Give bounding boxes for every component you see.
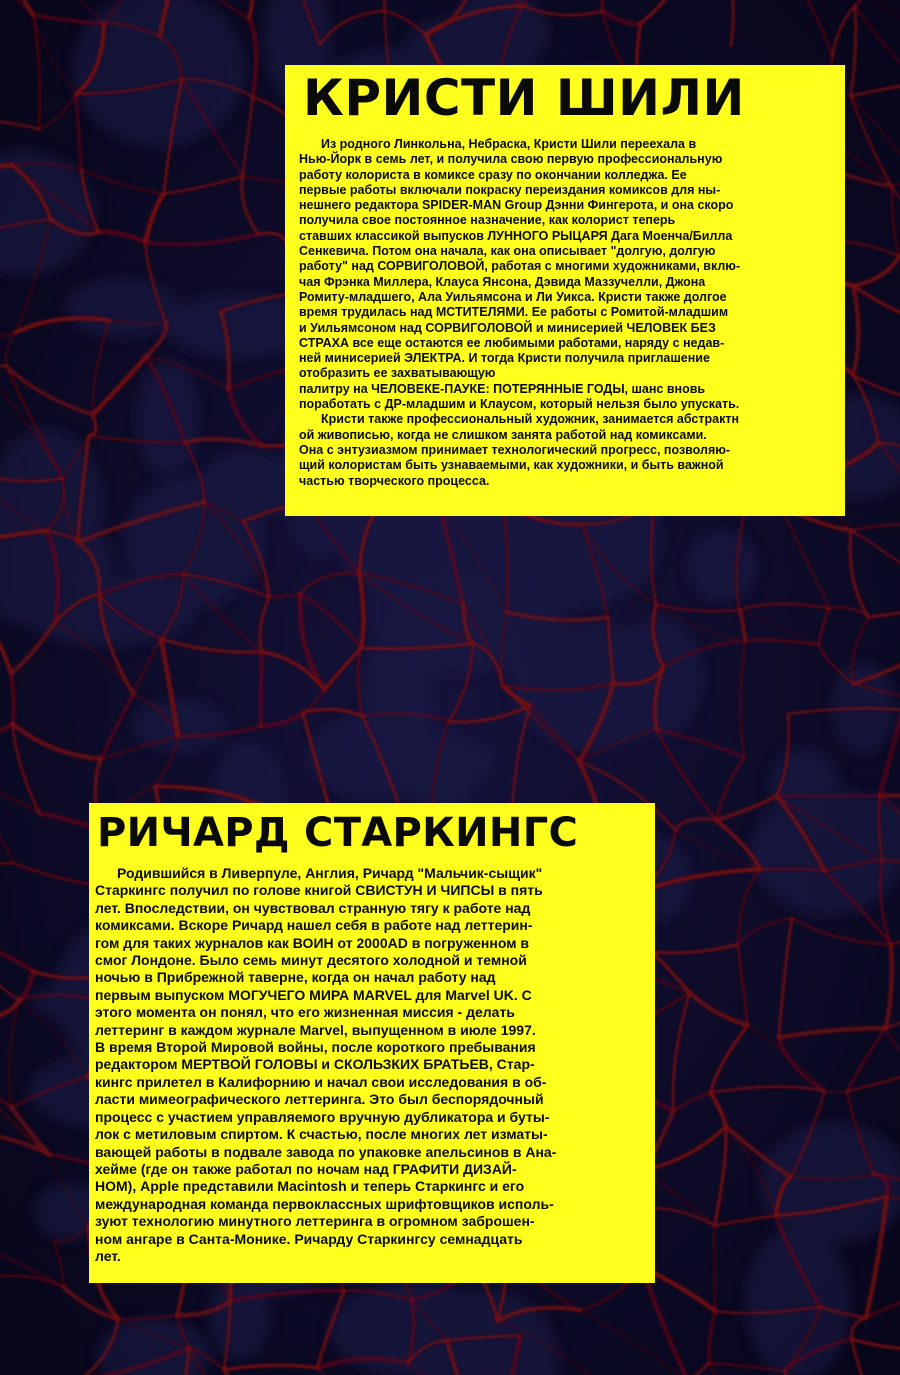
- marble-cell: [327, 730, 495, 792]
- bio-panel-christie-scheele: [285, 65, 845, 516]
- bio-heading: КРИСТИ ШИЛИ: [303, 69, 745, 127]
- bio-paragraph: Из родного Линкольна, Небраска, Кристи Шили переехала в Нью-Йорк в семь лет, и получила свою первую профессиональную работу колориста в комиксе сразу по окончании колледжа. Ее первые работы включали покраску переиздания комиксов для ны- нешнего редактора SPIDER-MAN Group Дэнни Фингерота, и она скоро получила свое постоянное назначение, как колорист теперь ставших классикой выпусков ЛУННОГО РЫЦАРЯ Дага Моенча/Билла Сенкевича. Потом она начала, как она описывает "долгую, долгую работу" над СОРВИГОЛОВОЙ, работая с многими художниками, вклю- чая Фрэнка Миллера, Клауса Янсона, Дэвида Маззучелли, Джона Ромиту-младшего, Ала Уильямсона и Ли Уикса. Кристи также долгое время трудилась над МСТИТЕЛЯМИ. Ее работы с Ромитой-младшим и Уильямсоном над СОРВИГОЛОВОЙ и минисерией ЧЕЛОВЕК БЕЗ СТРАХА все еще остаются ее любимыми работами, наряду с недав- ней минисерией ЭЛЕКТРА. И тогда Кристи получила приглашение отобразить ее захватывающую палитру на ЧЕЛОВЕКЕ-ПАУКЕ: ПОТЕРЯННЫЕ ГОДЫ, шанс вновь поработать с ДР-младшим и Клаусом, который нельзя было упускать.: [299, 137, 741, 412]
- marble-cell: [369, 546, 535, 675]
- bio-heading: РИЧАРД СТАРКИНГС: [97, 810, 579, 856]
- bio-paragraph: Родившийся в Ливерпуле, Англия, Ричард "Мальчик-сыщик" Старкингс получил по голове книгой СВИСТУН И ЧИПСЫ в пять лет. Впоследствии, он чувствовал странную тягу к работе над комиксами. Вскоре Ричард нашел себя в работе над леттерин- гом для таких журналов как ВОИН от 2000AD в погруженном в смог Лондоне. Было семь минут десятого холодной и темной ночью в Прибрежной таверне, когда он начал работу над первым выпуском МОГУЧЕГО МИРА MARVEL для Marvel UK. С этого момента он понял, что его жизненная миссия - делать леттеринг в каждом журнале Marvel, выпущенном в июле 1997. В время Второй Мировой войны, после короткого пребывания редактором МЕРТВОЙ ГОЛОВЫ и СКОЛЬЗКИХ БРАТЬЕВ, Стар- кингс прилетел в Калифорнию и начал свои исследования в об- ласти мимеографического леттеринга. Это был беспорядочный процесс с участием управляемого вручную дубликатора и буты- лок с метиловым спиртом. К счастью, после многих лет изматы- вающей работы в подвале завода по упаковке апельсинов в Ана- хейме (где он также работал по ночам над ГРАФИТИ ДИЗАЙ- НОМ), Apple представили Macintosh и теперь Старкингс и его международная команда первоклассных шрифтовщиков исполь- зуют технологию минутного леттеринга в огромном заброшен- ном ангаре в Санта-Монике. Ричарду Старкингсу семнадцать лет.: [95, 865, 557, 1264]
- marble-vein: [261, 652, 262, 726]
- marble-cell: [687, 530, 757, 603]
- marble-cell: [136, 360, 200, 476]
- bio-text: [299, 137, 833, 489]
- bio-panel-richard-starkings: [89, 803, 655, 1283]
- bio-paragraph: Кристи также профессиональный художник, занимается абстрактн ой живописью, когда не слишком занята работой над комиксами. Она с энтузиазмом принимает технологический прогресс, позволяю- щий колористам быть узнаваемыми, как художники, и быть важной частью творческого процесса.: [299, 412, 740, 488]
- marble-vein: [825, 1091, 847, 1092]
- marble-cell: [131, 699, 229, 751]
- bio-text: [95, 865, 643, 1265]
- marble-cell: [65, 278, 179, 338]
